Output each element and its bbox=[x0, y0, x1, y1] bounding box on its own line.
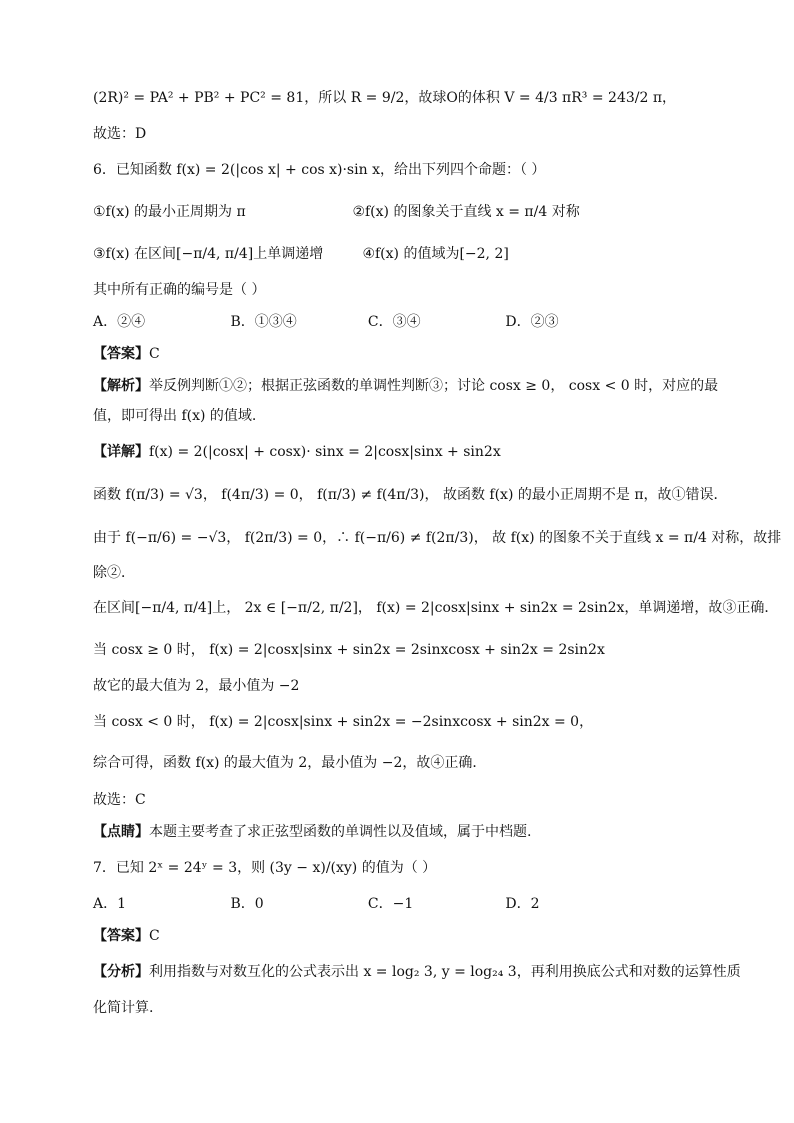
detail-line bbox=[93, 442, 501, 462]
question-7: 7．已知 2ˣ = 24ʸ = 3，则 (3y − x)/(xy) 的值为（ ） bbox=[93, 860, 437, 876]
analysis-tag-7: 【分析】 bbox=[93, 964, 149, 980]
analysis-text: 举反例判断①②；根据正弦函数的单调性判断③；讨论 cosx ≥ 0， cosx < 0 时，对应的最 bbox=[149, 378, 719, 394]
option-b: B．①③④ bbox=[230, 314, 297, 330]
comment-line bbox=[93, 822, 531, 842]
option-d-7: D．2 bbox=[505, 896, 540, 912]
answer-tag-7: 【答案】 bbox=[93, 928, 149, 944]
analysis-line-7-cont: 化简计算. bbox=[93, 1000, 154, 1016]
comment-tag: 【点睛】 bbox=[93, 824, 149, 840]
detail-step-1: 函数 f(π/3) = √3， f(4π/3) = 0， f(π/3) ≠ f(4π/3)， 故函数 f(x) 的最小正周期不是 π，故①错误． bbox=[93, 487, 728, 503]
analysis-text-7: 利用指数与对数互化的公式表示出 x = log₂ 3, y = log₂₄ 3，再利用换底公式和对数的运算性质 bbox=[149, 964, 741, 980]
detail-formula: f(x) = 2(|cosx| + cosx)· sinx = 2|cosx|sinx + sin2x bbox=[149, 444, 501, 460]
detail-step-3: 除②． bbox=[93, 565, 135, 581]
proposition-row-2 bbox=[93, 244, 509, 264]
option-d: D．②③ bbox=[505, 314, 559, 330]
option-a: A．②④ bbox=[93, 314, 146, 330]
proposition-1: ①f(x) 的最小正周期为 π bbox=[93, 204, 246, 220]
option-c-7: C．−1 bbox=[367, 896, 414, 912]
detail-choice: 故选：C bbox=[93, 792, 146, 808]
answer-line-7 bbox=[93, 926, 160, 946]
question-prompt: 其中所有正确的编号是（ ） bbox=[93, 282, 266, 298]
answer-tag: 【答案】 bbox=[93, 346, 149, 362]
answer-value-7: C bbox=[149, 928, 160, 944]
analysis-line bbox=[93, 376, 718, 396]
proposition-4: ④f(x) 的值域为[−2, 2] bbox=[362, 246, 509, 262]
choice-d-line: 故选：D bbox=[93, 126, 147, 142]
comment-text: 本题主要考查了求正弦型函数的单调性以及值域，属于中档题. bbox=[149, 824, 532, 840]
proposition-3: ③f(x) 在区间[−π/4, π/4]上单调递增 bbox=[93, 246, 324, 262]
proposition-row-1 bbox=[93, 202, 580, 222]
detail-step-4: 在区间[−π/4, π/4]上， 2x ∈ [−π/2, π/2]， f(x) = 2|cosx|sinx + sin2x = 2sin2x，单调递增，故③正确． bbox=[93, 600, 779, 616]
detail-step-8: 综合可得，函数 f(x) 的最大值为 2，最小值为 −2，故④正确． bbox=[93, 755, 487, 771]
detail-step-5: 当 cosx ≥ 0 时， f(x) = 2|cosx|sinx + sin2x = 2sinxcosx + sin2x = 2sin2x bbox=[93, 642, 605, 658]
analysis-tag: 【解析】 bbox=[93, 378, 149, 394]
proposition-2: ②f(x) 的图象关于直线 x = π/4 对称 bbox=[352, 204, 580, 220]
option-a-7: A．1 bbox=[93, 896, 127, 912]
detail-step-7: 当 cosx < 0 时， f(x) = 2|cosx|sinx + sin2x = −2sinxcosx + sin2x = 0， bbox=[93, 714, 594, 730]
analysis-line-2: 值，即可得出 f(x) 的值域. bbox=[93, 408, 257, 424]
answer-value: C bbox=[149, 346, 160, 362]
volume-calculation-line: (2R)² = PA² + PB² + PC² = 81，所以 R = 9/2，故球O的体积 V = 4/3 πR³ = 243/2 π， bbox=[93, 90, 677, 106]
answer-line bbox=[93, 344, 160, 364]
detail-tag: 【详解】 bbox=[93, 444, 149, 460]
options-row-7 bbox=[93, 894, 638, 914]
detail-step-6: 故它的最大值为 2，最小值为 −2 bbox=[93, 678, 300, 694]
option-c: C．③④ bbox=[367, 314, 421, 330]
question-6: 6．已知函数 f(x) = 2(|cos x| + cos x)·sin x，给出下列四个命题：（ ） bbox=[93, 162, 546, 178]
option-b-7: B．0 bbox=[230, 896, 264, 912]
detail-step-2: 由于 f(−π/6) = −√3， f(2π/3) = 0，∴ f(−π/6) ≠ f(2π/3)， 故 f(x) 的图象不关于直线 x = π/4 对称，故排 bbox=[93, 530, 782, 546]
analysis-line-7 bbox=[93, 962, 741, 982]
options-row bbox=[93, 312, 638, 332]
